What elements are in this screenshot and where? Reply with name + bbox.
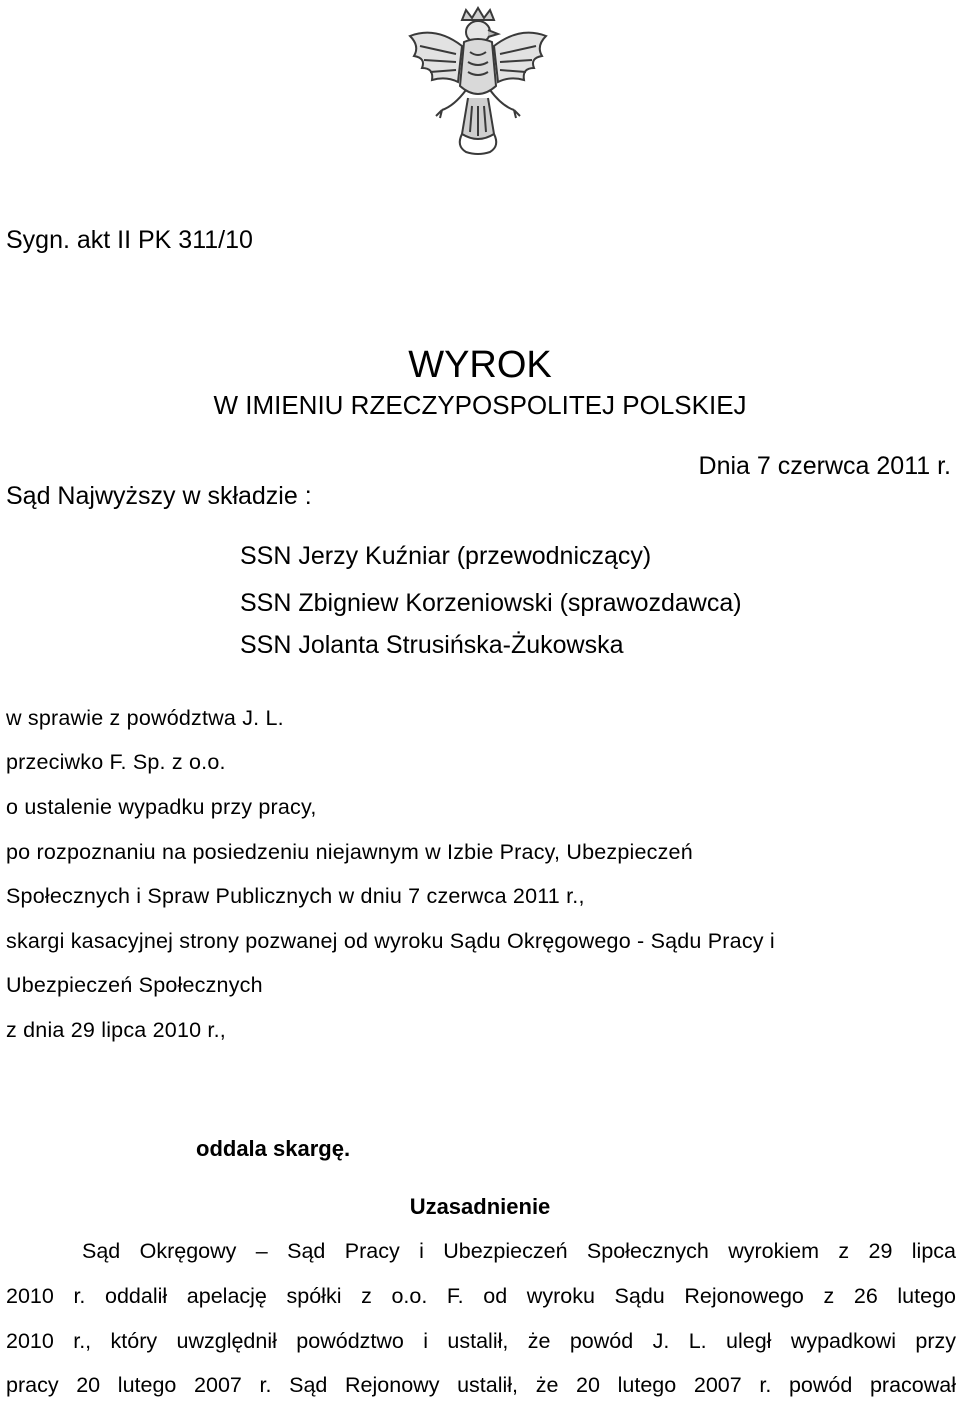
justification-line: 2010 r., który uwzględnił powództwo i ustalił, że powód J. L. uległ wypadkowi przy	[6, 1329, 956, 1353]
case-line: w sprawie z powództwa J. L.	[6, 706, 284, 730]
justification-line: Sąd Okręgowy – Sąd Pracy i Ubezpieczeń Społecznych wyrokiem z 29 lipca	[82, 1239, 956, 1263]
case-line: o ustalenie wypadku przy pracy,	[6, 795, 317, 819]
judge-member: SSN Jolanta Strusińska-Żukowska	[240, 631, 624, 659]
case-line: Społecznych i Spraw Publicznych w dniu 7 czerwca 2011 r.,	[6, 884, 585, 908]
polish-eagle-emblem-icon	[396, 6, 560, 162]
justification-line: pracy 20 lutego 2007 r. Sąd Rejonowy ustalił, że 20 lutego 2007 r. powód pracował	[6, 1373, 956, 1397]
case-line: po rozpoznaniu na posiedzeniu niejawnym w Izbie Pracy, Ubezpieczeń	[6, 840, 693, 864]
document-title: WYROK	[408, 344, 552, 386]
signature-number: Sygn. akt II PK 311/10	[6, 226, 253, 254]
judge-presiding: SSN Jerzy Kuźniar (przewodniczący)	[240, 542, 652, 570]
verdict: oddala skargę.	[196, 1136, 351, 1161]
judge-rapporteur: SSN Zbigniew Korzeniowski (sprawozdawca)	[240, 589, 742, 617]
case-line: z dnia 29 lipca 2010 r.,	[6, 1018, 226, 1042]
case-line: przeciwko F. Sp. z o.o.	[6, 750, 226, 774]
justification-heading: Uzasadnienie	[409, 1194, 551, 1219]
case-line: Ubezpieczeń Społecznych	[6, 973, 263, 997]
case-line: skargi kasacyjnej strony pozwanej od wyroku Sądu Okręgowego - Sądu Pracy i	[6, 929, 775, 953]
document-subtitle: W IMIENIU RZECZYPOSPOLITEJ POLSKIEJ	[213, 390, 747, 420]
justification-line: 2010 r. oddalił apelację spółki z o.o. F. od wyroku Sądu Rejonowego z 26 lutego	[6, 1284, 956, 1308]
judgment-date: Dnia 7 czerwca 2011 r.	[698, 452, 951, 480]
court-label: Sąd Najwyższy w składzie :	[6, 482, 312, 510]
